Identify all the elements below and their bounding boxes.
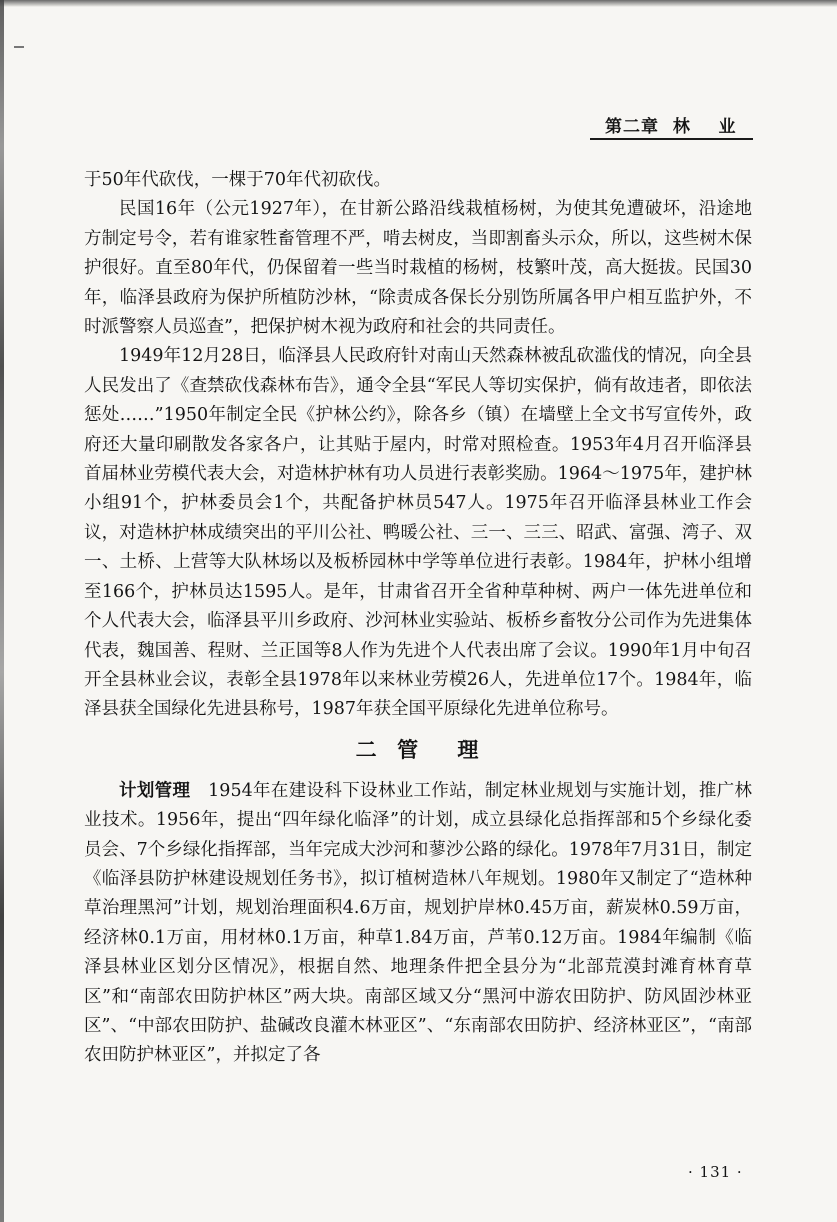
paragraph-1949-onward: 1949年12月28日，临泽县人民政府针对南山天然森林被乱砍滥伐的情况，向全县人民发出了《查禁砍伐森林布告》，通令全县“军民人等切实保护，倘有故违者，即依法惩处……”1950年制定全民《护林公约》，除各乡（镇）在墙壁上全文书写宣传外，政府还大量印刷散发各家各户，让其贴于屋内，时常对照检查。1953年4月召开临泽县首届林业劳模代表大会，对造林护林有功人员进行表彰奖励。1964～1975年，建护林小组91个，护林委员会1个，共配备护林员547人。1975年召开临泽县林业工作会议，对造林护林成绩突出的平川公社、鸭暖公社、三一、三三、昭武、富强、湾子、双一、土桥、上营等大队林场以及板桥园林中学等单位进行表彰。1984年，护林小组增至166个，护林员达1595人。是年，甘肃省召开全省种草种树、两户一体先进单位和个人代表大会，临泽县平川乡政府、沙河林业实验站、板桥乡畜牧分公司作为先进集体代表，魏国善、程财、兰正国等8人作为先进个人代表出席了会议。1990年1月中旬召开全县林业会议，表彰全县1978年以来林业劳模26人，先进单位17个。1984年，临泽县获全国绿化先进县称号，1987年获全国平原绿化先进单位称号。 xyxy=(84,346,752,720)
scan-edge-top xyxy=(0,0,837,7)
scan-mark xyxy=(14,46,24,48)
section-title-management: 二 管 理 xyxy=(355,736,481,762)
paragraph-continuation: 于50年代砍伐，一棵于70年代初砍伐。 xyxy=(84,170,392,190)
scan-edge-left xyxy=(0,0,4,1222)
paragraph-planning-management xyxy=(84,777,752,1071)
term-planning-management: 计划管理 xyxy=(119,780,191,801)
running-head-chapter-title: 第二章 林 业 xyxy=(605,117,737,137)
page-number: · 131 · xyxy=(688,1163,743,1181)
header-rule xyxy=(590,138,753,140)
page-body xyxy=(84,166,752,1071)
paragraph-republic-era: 民国16年（公元1927年），在甘新公路沿线栽植杨树，为使其免遭破坏，沿途地方制定号令，若有谁家牲畜管理不严，啃去树皮，当即割畜头示众，所以，这些树木保护很好。直至80年代，仍保留着一些当时栽植的杨树，枝繁叶茂，高大挺拔。民国30年，临泽县政府为保护所植防沙林，“除责成各保长分别饬所属各甲户相互监护外，不时派警察人员巡查”，把保护树木视为政府和社会的共同责任。 xyxy=(84,199,752,338)
planning-management-text: 1954年在建设科下设林业工作站，制定林业规划与实施计划，推广林业技术。1956年，提出“四年绿化临泽”的计划，成立县绿化总指挥部和5个乡绿化委员会、7个乡绿化指挥部，当年完成大沙河和蓼沙公路的绿化。1978年7月31日，制定《临泽县防护林建设规划任务书》，拟订植树造林八年规划。1980年又制定了“造林种草治理黑河”计划，规划治理面积4.6万亩，规划护岸林0.45万亩，薪炭林0.59万亩，经济林0.1万亩，用材林0.1万亩，种草1.84万亩，芦苇0.12万亩。1984年编制《临泽县林业区划分区情况》，根据自然、地理条件把全县分为“北部荒漠封滩育林育草区”和“南部农田防护林区”两大块。南部区域又分“黑河中游农田防护、防风固沙林亚区”、“中部农田防护、盐碱改良灌木林亚区”、“东南部农田防护、经济林亚区”，“南部农田防护林亚区”，并拟定了各 xyxy=(84,780,752,1066)
